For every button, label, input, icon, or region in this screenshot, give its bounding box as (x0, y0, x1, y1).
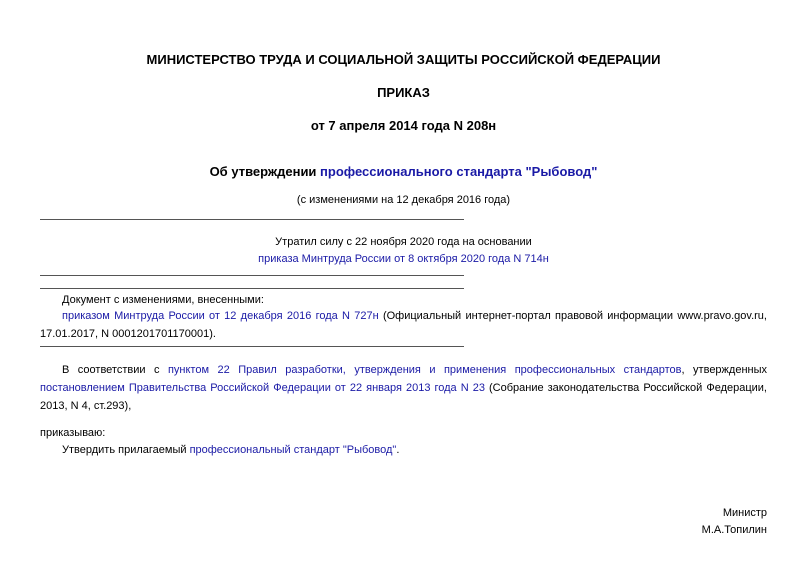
doc-type-heading: ПРИКАЗ (377, 85, 430, 100)
signature-name: М.А.Топилин (701, 524, 767, 536)
repeal-note: Утратил силу с 22 ноября 2020 года на основании (275, 236, 532, 248)
date-number-heading: от 7 апреля 2014 года N 208н (310, 118, 497, 133)
ministry-heading: МИНИСТЕРСТВО ТРУДА И СОЦИАЛЬНОЙ ЗАЩИТЫ РОССИЙСКОЙ ФЕДЕРАЦИИ (146, 52, 661, 67)
divider (40, 288, 464, 289)
divider (40, 219, 464, 220)
title-standard-link[interactable]: профессионального стандарта "Рыбовод" (320, 164, 598, 179)
approve-start: Утвердить прилагаемый (62, 444, 190, 456)
changes-intro: Документ с изменениями, внесенными: (62, 294, 264, 306)
divider (40, 346, 464, 347)
basis-mid: , утвержденных (681, 364, 768, 376)
approve-line (62, 444, 399, 456)
amendments-note: (с изменениями на 12 декабря 2016 года) (296, 194, 511, 206)
order-word: приказываю: (40, 427, 106, 439)
standard-link[interactable]: профессиональный стандарт "Рыбовод" (189, 444, 397, 456)
approve-end: . (396, 444, 400, 456)
resolution-link[interactable]: постановлением Правительства Российской Федерации от 22 января 2013 года N 23 (40, 382, 485, 394)
title-prefix: Об утверждении (209, 164, 321, 179)
changes-source: (Официальный интернет-портал правовой информации www.pravo.gov.ru, 17.01.2017, N 0001201701170001). (40, 310, 767, 340)
signature-position: Министр (722, 507, 767, 519)
legal-basis-paragraph (40, 361, 767, 415)
changes-paragraph (40, 307, 767, 343)
divider (40, 275, 464, 276)
document-title (0, 164, 807, 179)
basis-start: В соответствии с (62, 364, 168, 376)
rules-link[interactable]: пунктом 22 Правил разработки, утверждения и применения профессиональных стандартов (167, 364, 682, 376)
basis-end: (Собрание законодательства Российской Федерации, 2013, N 4, ст.293), (40, 382, 767, 412)
repeal-order-link[interactable]: приказа Минтруда России от 8 октября 2020 года N 714н (258, 253, 549, 265)
amendment-order-link[interactable]: приказом Минтруда России от 12 декабря 2016 года N 727н (62, 310, 379, 322)
